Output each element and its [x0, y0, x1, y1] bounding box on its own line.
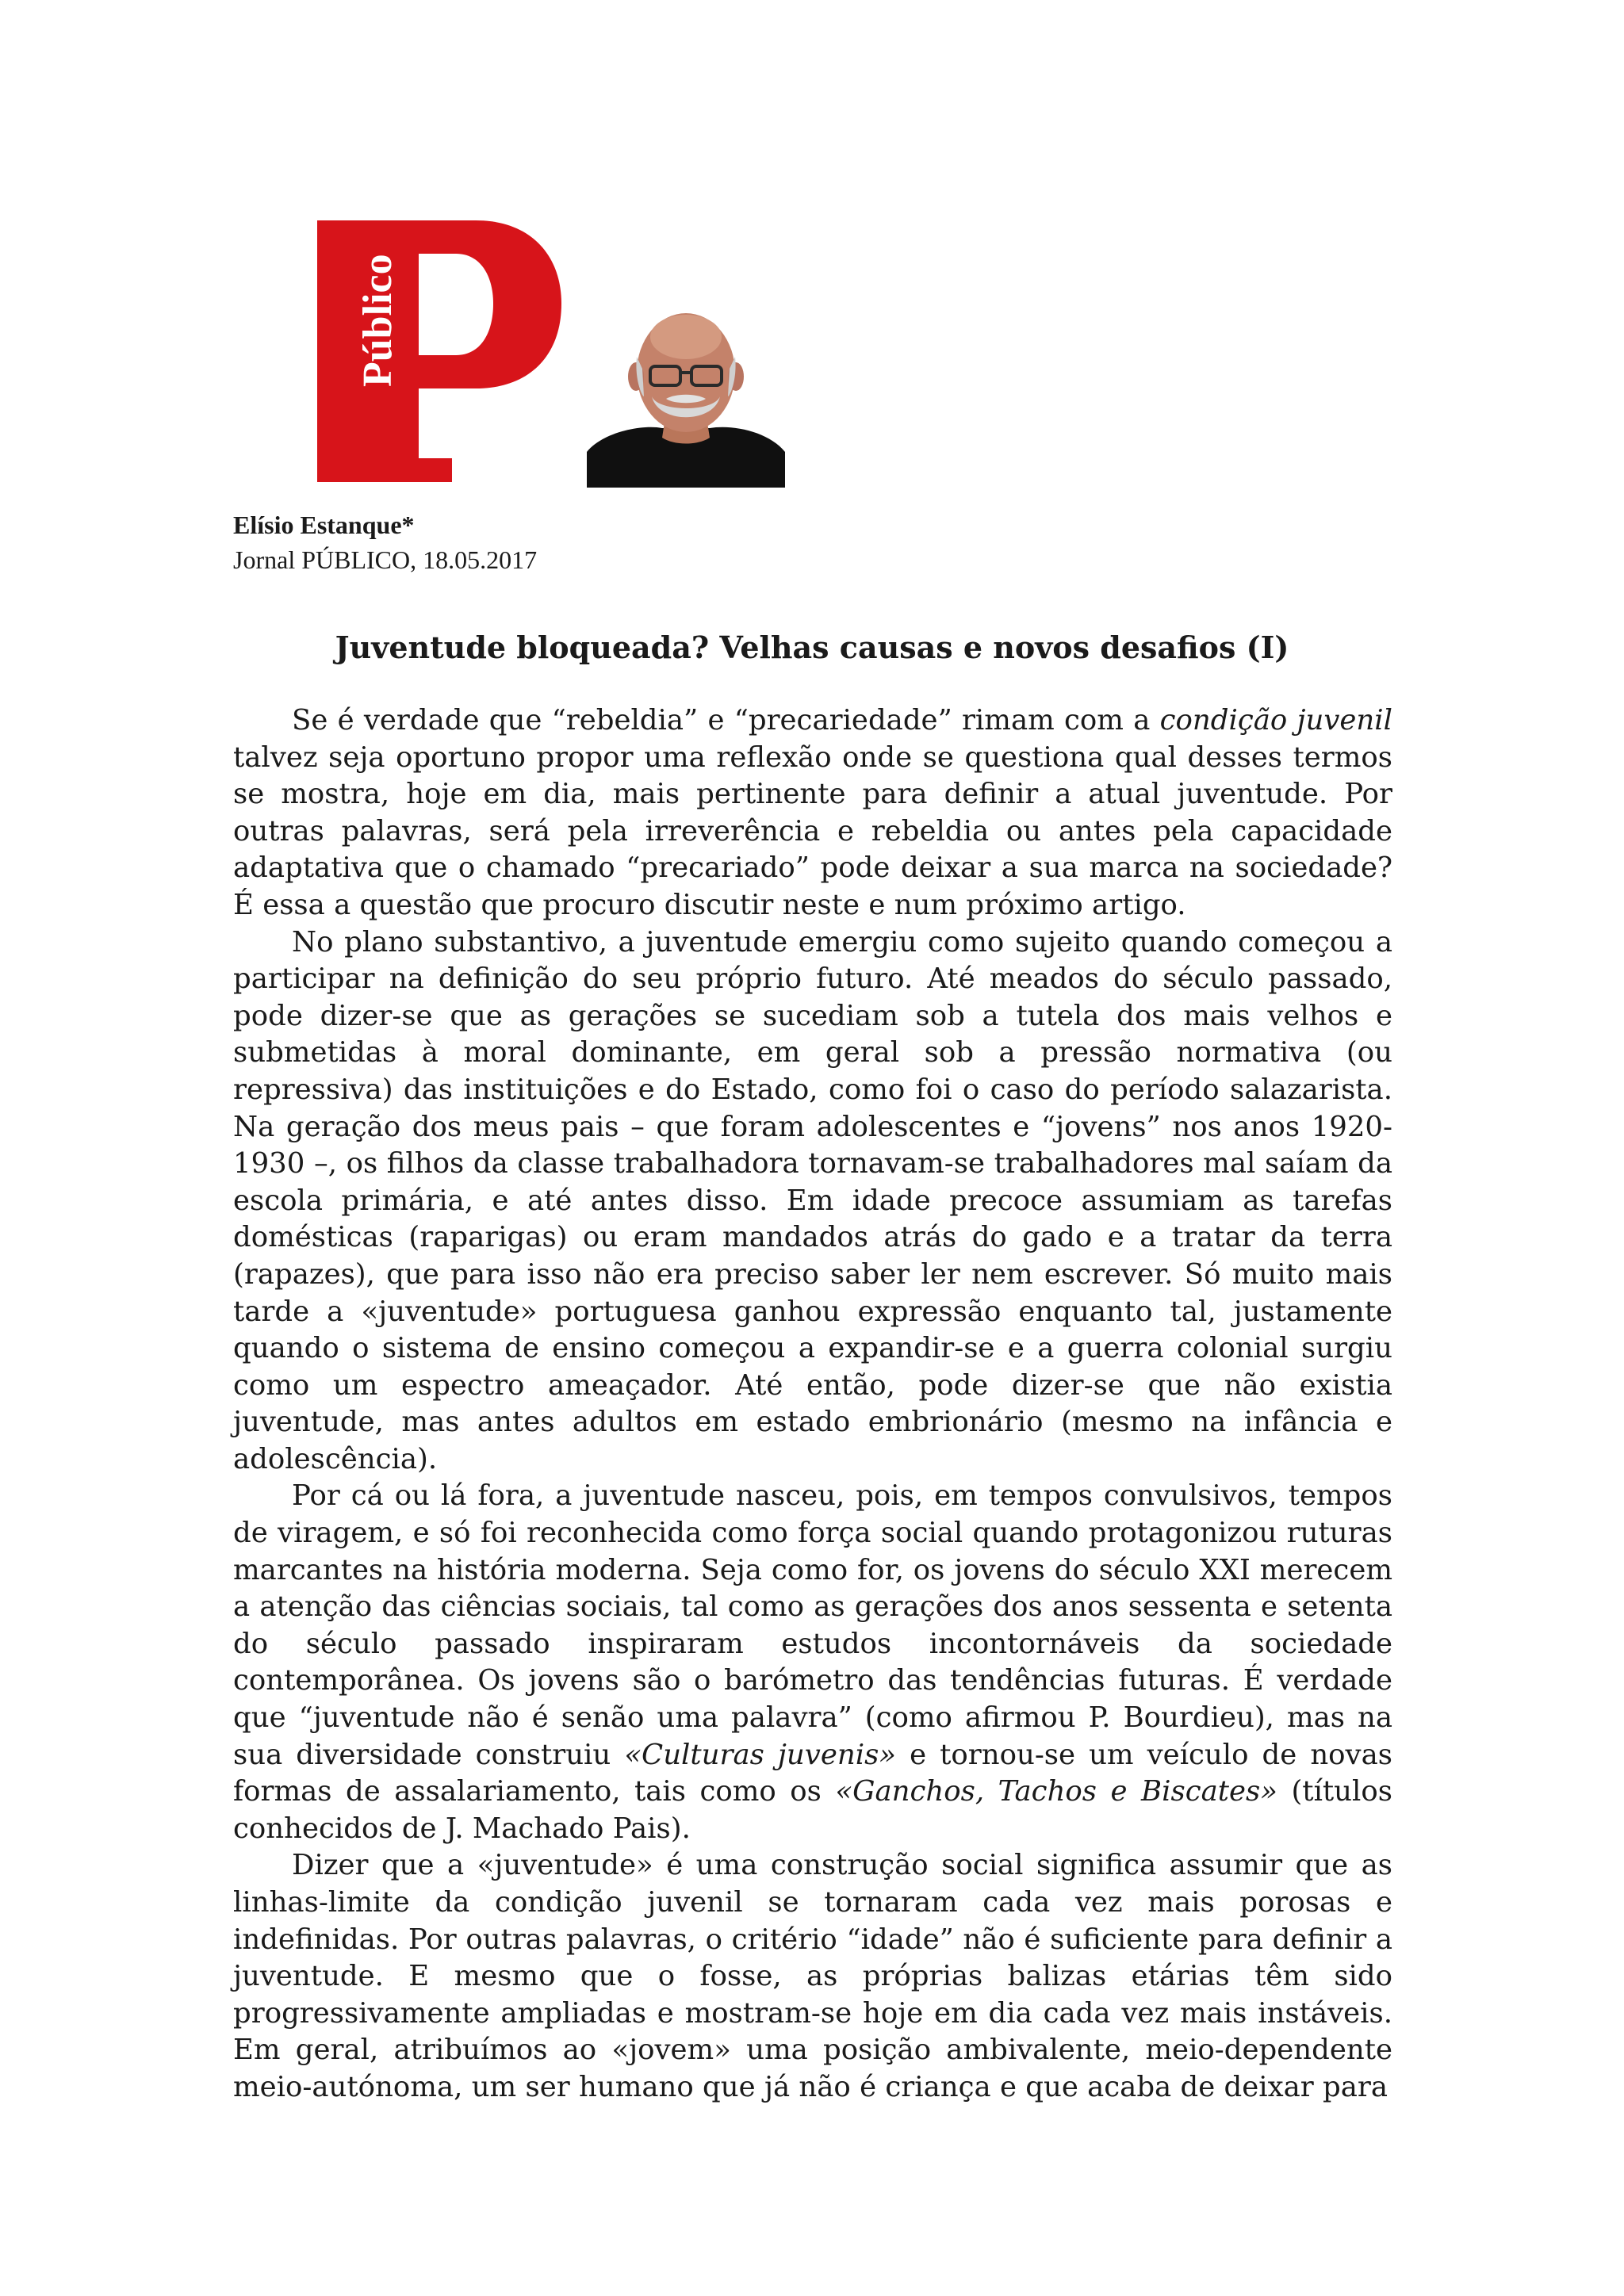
- article-title: Juventude bloqueada? Velhas causas e novos desafios (I): [335, 629, 1289, 665]
- paragraph-1-italic: condição juvenil: [1159, 704, 1392, 737]
- paragraph-3-italic-2: «Ganchos, Tachos e Biscates»: [835, 1775, 1277, 1808]
- paragraph-1: [233, 702, 1392, 924]
- paragraph-2: No plano substantivo, a juventude emergiu como sujeito quando começou a participar na definição do seu próprio futuro. Até meados do século passado, pode dizer-se que as gerações se sucediam sob a tutela dos mais velhos e submetidas à moral dominante, em geral sob a pressão normativa (ou repressiva) das instituições e do Estado, como foi o caso do período salazarista. Na geração dos meus pais – que foram adolescentes e “jovens” nos anos 1920-1930 –, os filhos da classe trabalhadora tornavam-se trabalhadores mal saíam da escola primária, e até antes disso. Em idade precoce assumiam as tarefas domésticas (raparigas) ou eram mandados atrás do gado e a tratar da terra (rapazes), que para isso não era preciso saber ler nem escrever. Só muito mais tarde a «juventude» portuguesa ganhou expressão enquanto tal, justamente quando o sistema de ensino começou a expandir-se e a guerra colonial surgiu como um espectro ameaçador. Até então, pode dizer-se que não existia juventude, mas antes adultos em estado embrionário (mesmo na infância e adolescência).: [233, 925, 1392, 1475]
- paragraph-3-text-a: Por cá ou lá fora, a juventude nasceu, pois, em tempos convulsivos, tempos de viragem, e só foi reconhecida como força social quando protagonizou ruturas marcantes na história moderna. Seja como for, os jovens do século XXI merecem a atenção das ciências sociais, tal como as gerações dos anos sessenta e setenta do século passado inspiraram estudos incontornáveis da sociedade contemporânea. Os jovens são o barómetro das tendências futuras. É verdade que “juventude não é senão uma palavra” (como afirmou P. Bourdieu), mas na sua diversidade construiu: [233, 1479, 1392, 1771]
- publico-logo: [317, 220, 563, 482]
- paragraph-3: [233, 1478, 1392, 1847]
- byline: [233, 507, 868, 577]
- author-name: Elísio Estanque*: [233, 511, 415, 539]
- paragraph-3-text-c: (títulos conhecidos de J. Machado Pais).: [233, 1775, 1392, 1845]
- paragraph-1-text-b: talvez seja oportuno propor uma reflexão onde se questiona qual desses termos se mostra, hoje em dia, mais pertinente para definir a atual juventude. Por outras palavras, será pela irreverência e rebeldia ou antes pela capacidade adaptativa que o chamado “precariado” pode deixar a sua marca na sociedade? É essa a questão que procuro discutir neste e num próximo artigo.: [233, 740, 1392, 921]
- publication-source: Jornal PÚBLICO, 18.05.2017: [233, 545, 538, 574]
- paragraph-1-text-a: Se é verdade que “rebeldia” e “precariedade” rimam com a: [292, 704, 1160, 737]
- article-body: [233, 702, 1392, 2107]
- paragraph-4: Dizer que a «juventude» é uma construção social significa assumir que as linhas-limite da condição juvenil se tornaram cada vez mais porosas e indefinidas. Por outras palavras, o critério “idade” não é suficiente para definir a juventude. E mesmo que o fosse, as próprias balizas etárias têm sido progressivamente ampliadas e mostram-se hoje em dia cada vez mais instáveis. Em geral, atribuímos ao «jovem» uma posição ambivalente, meio-dependente meio-autónoma, um ser humano que já não é criança e que acaba de deixar para: [233, 1849, 1392, 2103]
- paragraph-3-italic-1: «Culturas juvenis»: [624, 1738, 897, 1771]
- paragraph-3-text-b: e tornou-se um veículo de novas formas de assalariamento, tais como os: [233, 1738, 1392, 1808]
- author-photo: [587, 293, 785, 488]
- logo-word: Público: [355, 254, 400, 387]
